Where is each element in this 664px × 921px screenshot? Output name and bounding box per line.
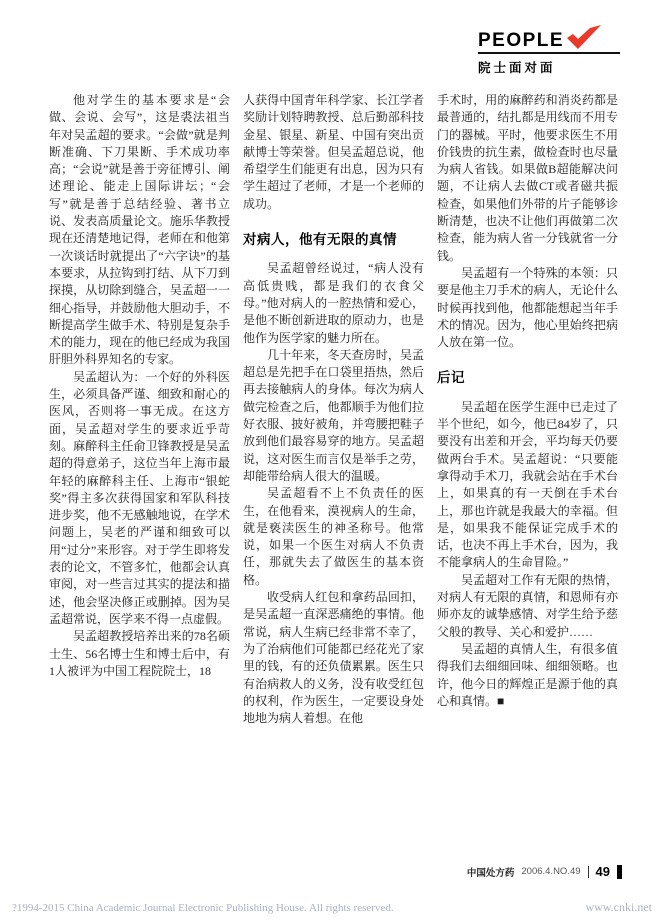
page-footer: [467, 864, 622, 879]
copyright-notice: ?1994-2015 China Academic Journal Electronic Publishing House. All rights reserved.: [12, 902, 394, 914]
column-left: [49, 92, 230, 852]
column-section-title: 院士面对面: [478, 61, 556, 75]
section-heading-patients: 对病人，他有无限的真情: [243, 232, 397, 248]
paragraph: 吴孟超认为：一个好的外科医生，必须具备严谨、细致和耐心的医风，否则将一事无成。在这方面，吴孟超对学生的要求近乎苛刻。麻醉科主任俞卫锋教授是吴孟超的得意弟子，这位当年上海市最年轻的麻醉科主任、上海市“银蛇奖”得主多次获得国家和军队科技进步奖，他不无感触地说，在学术问题上，吴老的严谨和细致可以用“过分”来形容。对于学生即将发表的论文，不管多忙，他都会认真审阅，对一些言过其实的提法和描述，他会坚决修正或删掉。因为吴孟超常说，医学来不得一点虚假。: [49, 369, 230, 626]
paragraph: 吴孟超对工作有无限的热情，对病人有无限的真情，和恩师有亦师亦友的诚挚感情、对学生给予慈父般的教导、关心和爱护……: [437, 572, 618, 639]
journal-name: 中国处方药: [466, 867, 515, 879]
page-number: 49: [595, 864, 610, 879]
paragraph: 收受病人红包和拿药品回扣，是吴孟超一直深恶痛绝的事情。他常说，病人生病已经非常不幸了，为了治病他们可能都已经花光了家里的钱，有的还负债累累。医生只有治病救人的义务，没有收受红包的权利，作为医生，一定要设身处地地为病人着想。在他: [243, 590, 424, 726]
paragraph: 人获得中国青年科学家、长江学者奖励计划特聘教授、总后勤部科技金星、银星、新星、中国有突出贡献博士等荣誉。但吴孟超总说，他希望学生们能更有出息，因为只有学生超过了老师，才是一个老师的成功。: [243, 93, 424, 211]
cnki-url: www.cnki.net: [585, 900, 652, 914]
column-middle: [243, 92, 424, 852]
paragraph: 吴孟超在医学生涯中已走过了半个世纪，如今，他已84岁了，只要没有出差和开会，平均每天仍要做两台手术。吴孟超说：“只要能拿得动手术刀，我就会站在手术台上，如果真的有一天倒在手术台上，那也许就是我最大的幸福。但是，如果我不能保证完成手术的话，也决不再上手术台，因为，我不能拿病人的生命冒险。”: [437, 399, 618, 570]
red-check-icon: [567, 24, 601, 50]
section-heading-postscript: 后记: [437, 370, 465, 386]
paragraph: 吴孟超的真情人生，有很多值得我们去细细回味、细细领略。也许，他今日的辉煌正是源于他的真心和真情。■: [437, 641, 618, 708]
paragraph: 手术时，用的麻醉药和消炎药都是最普通的，结扎都是用线而不用专门的器械。平时，他要求医生不用价钱贵的抗生素，做检查时也尽量为病人省钱。如果做B超能解决问题，不让病人去做CT或者磁共振检查，如果他们外带的片子能够诊断清楚，也决不让他们再做第二次检查，能为病人省一分钱就省一分钱。: [437, 93, 618, 263]
paragraph: 吴孟超有一个特殊的本领：只要是他主刀手术的病人，无论什么时候再找到他，他都能想起当年手术的情况。因为，他心里始终把病人放在第一位。: [437, 265, 618, 350]
page-header: [478, 24, 620, 76]
column-right: [437, 92, 618, 852]
paragraph: 吴孟超教授培养出来的78名硕士生、56名博士生和博士后中，有1人被评为中国工程院院士，18: [49, 629, 230, 678]
people-logo: [478, 24, 620, 54]
cnki-watermark: [12, 900, 652, 915]
divider: [588, 866, 589, 878]
issue-number: 2006.4.NO.49: [521, 866, 581, 877]
footer-end-bar: [617, 865, 622, 879]
article-body: [49, 92, 619, 852]
people-logo-text: PEOPLE: [478, 30, 565, 51]
paragraph: 几十年来，冬天查房时，吴孟超总是先把手在口袋里捂热，然后再去接触病人的身体。每次为病人做完检查之后，他都顺手为他们拉好衣服、披好被角，并弯腰把鞋子放到他们最容易穿的地方。吴孟超说，这对医生而言仅是举手之劳，却能带给病人很大的温暖。: [243, 347, 424, 483]
paragraph: 吴孟超看不上不负责任的医生，在他看来，漠视病人的生命，就是亵渎医生的神圣称号。他常说，如果一个医生对病人不负责任，那就失去了做医生的基本资格。: [243, 486, 424, 587]
paragraph: 吴孟超曾经说过，“病人没有高低贵贱，都是我们的衣食父母。”他对病人的一腔热情和爱心，是他不断创新进取的原动力，也是他作为医学家的魅力所在。: [243, 261, 424, 345]
paragraph: 他对学生的基本要求是“会做、会说、会写”，这是裘法祖当年对吴孟超的要求。“会做”就是判断准确、下刀果断、手术成功率高；“会说”就是善于旁征博引、阐述理论、能走上国际讲坛；“会写”就是善于总结经验、著书立说、发表高质量论文。施乐华教授现在还清楚地记得，老师在和他第一次谈话时就提出了“六字诀”的基本要求，从拉钩到打结、从下刀到探摸，从切除到缝合，吴孟超一一细心指导，并鼓励他大胆动手，不断提高学生做手术、特别是复杂手术的能力，现在的他已经成为我国肝胆外科界知名的专家。: [49, 93, 230, 367]
